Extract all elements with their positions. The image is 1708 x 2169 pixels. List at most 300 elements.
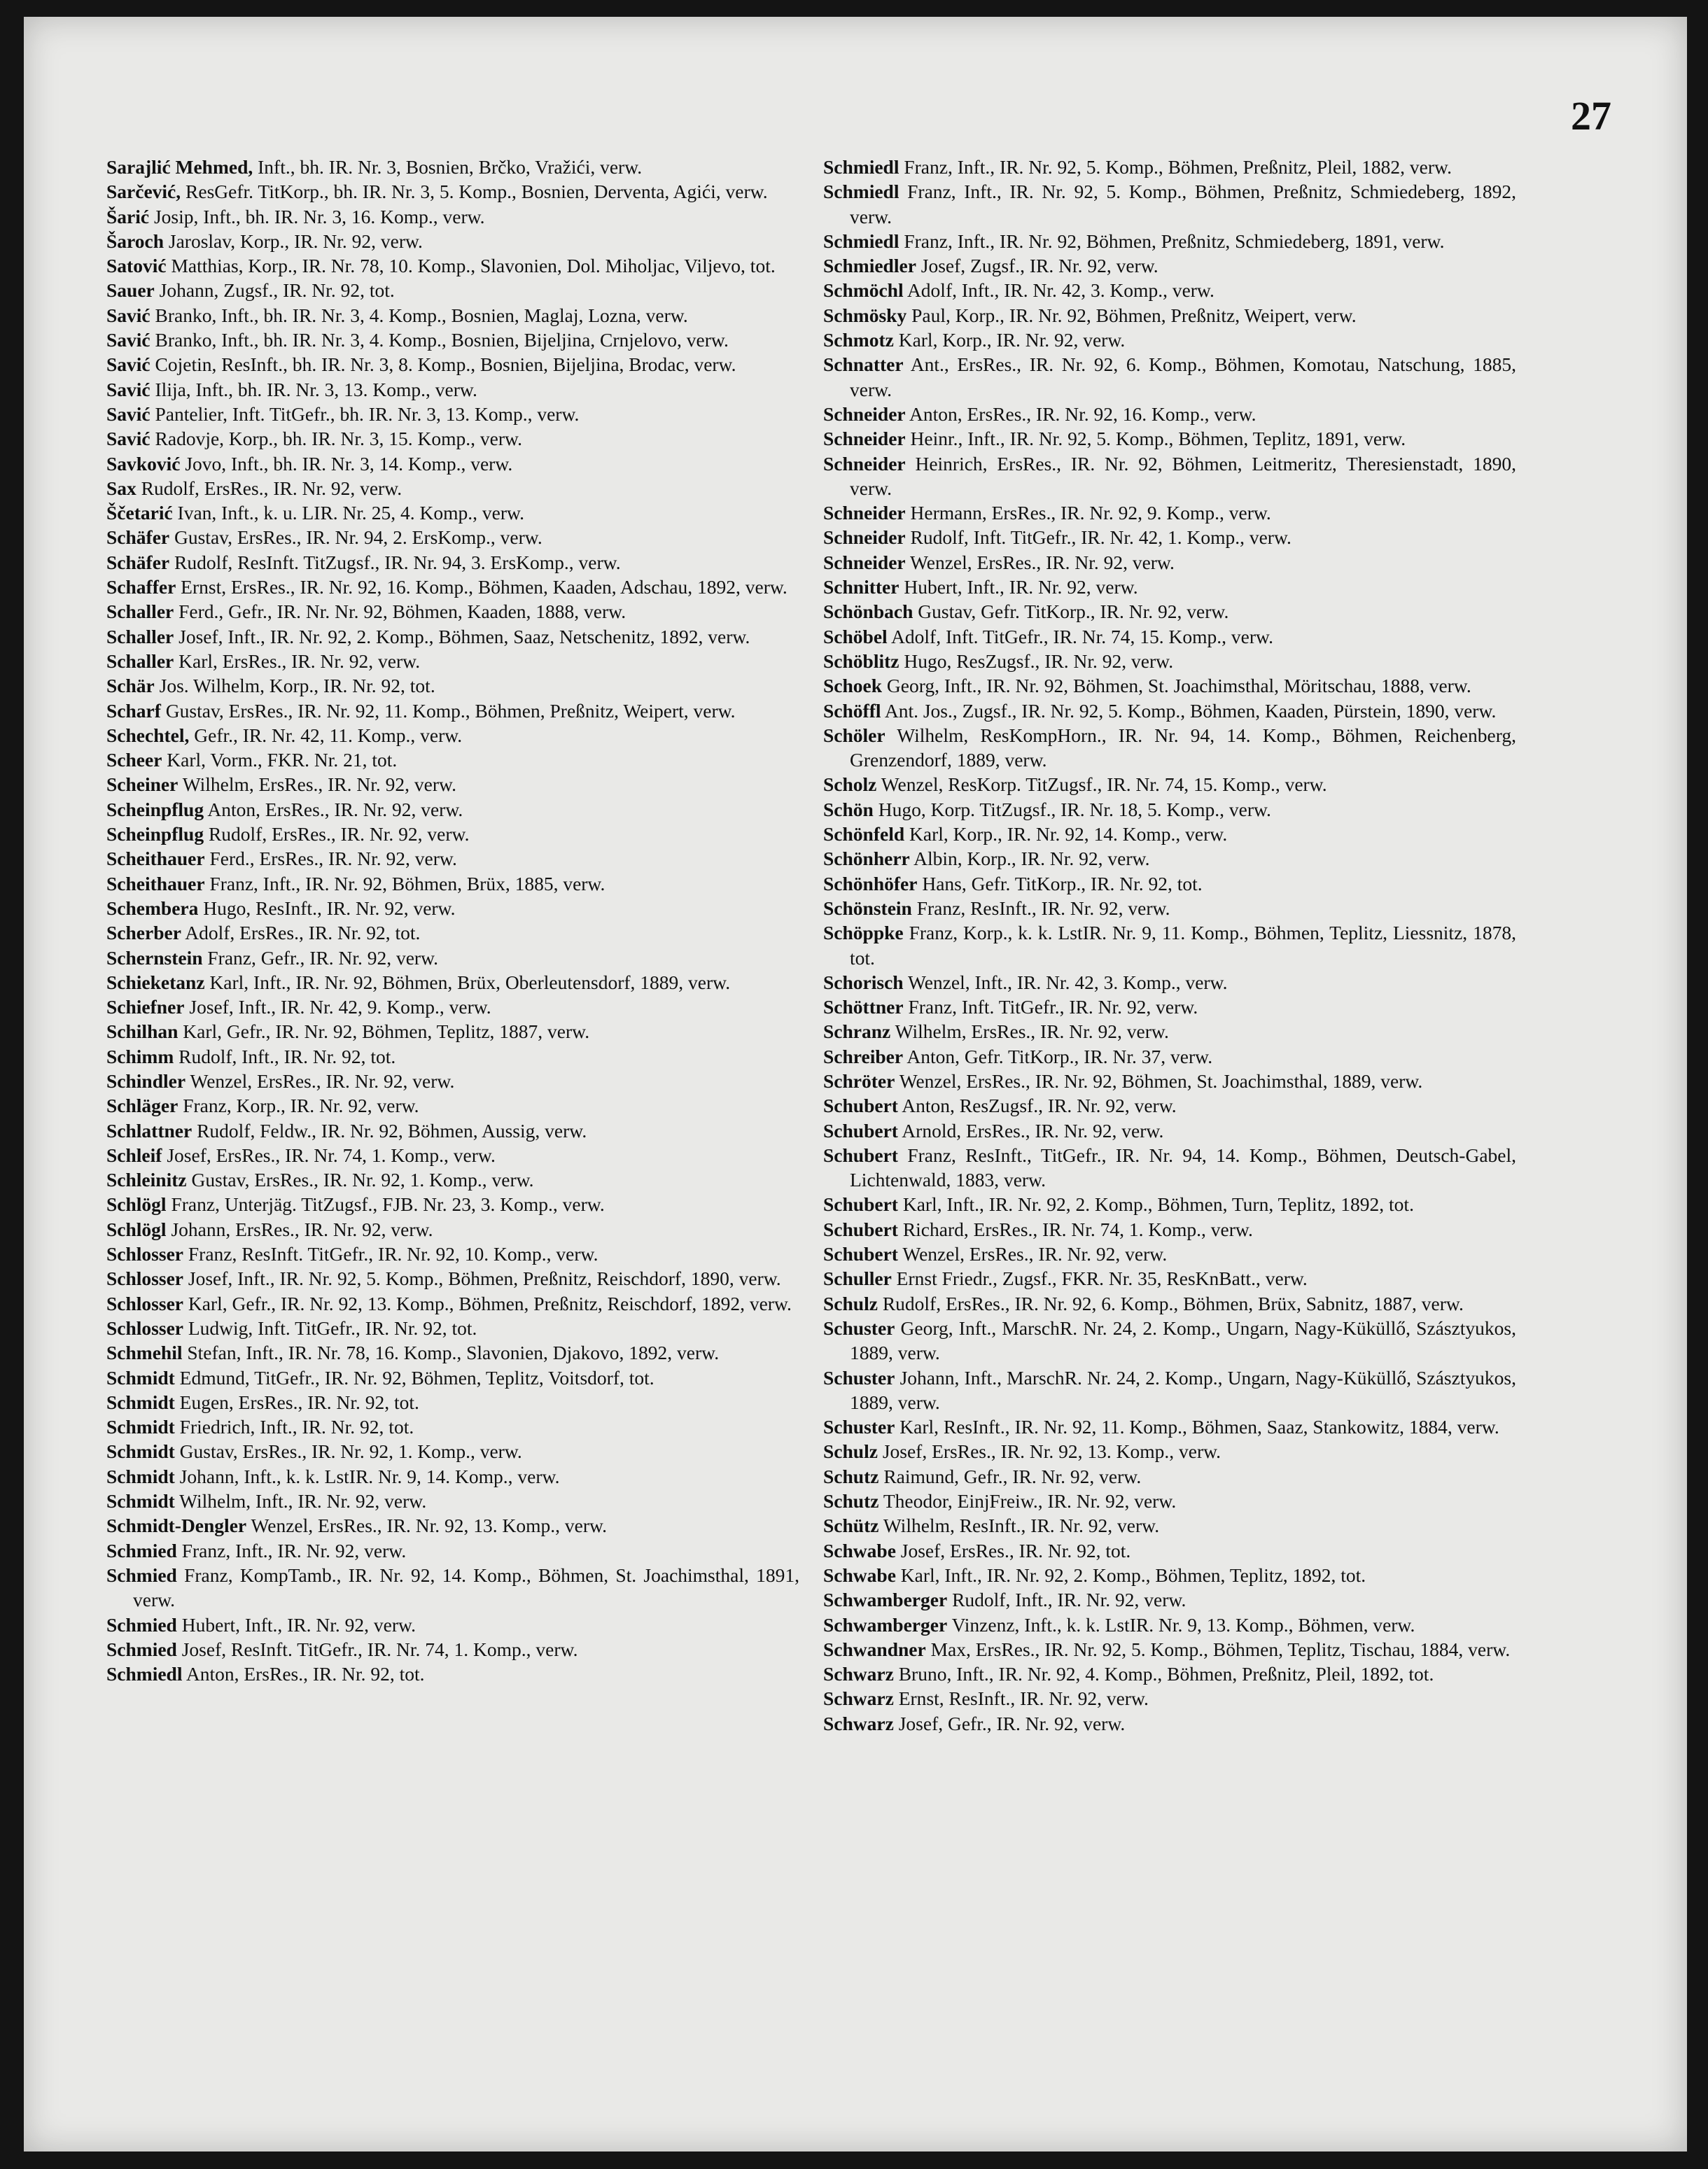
entry-name: Schwandner: [823, 1638, 926, 1660]
entry-details: Adolf, ErsRes., IR. Nr. 92, tot.: [181, 922, 421, 944]
entry-name: Schmied: [106, 1613, 177, 1636]
entry-name: Schöttner: [823, 996, 904, 1018]
right-column: [823, 155, 1516, 1736]
entry-details: Edmund, TitGefr., IR. Nr. 92, Böhmen, Teplitz, Voitsdorf, tot.: [174, 1366, 654, 1389]
entry-name: Schindler: [106, 1069, 186, 1092]
list-item: [823, 1415, 1516, 1439]
list-item: [106, 229, 799, 253]
entry-details: Karl, Vorm., FKR. Nr. 21, tot.: [162, 749, 398, 771]
entry-name: Schuster: [823, 1317, 895, 1339]
list-item: [106, 1340, 799, 1365]
entry-name: Schubert: [823, 1243, 898, 1265]
entry-details: Johann, ErsRes., IR. Nr. 92, verw.: [166, 1218, 433, 1240]
entry-name: Schmidt: [106, 1391, 175, 1413]
entry-details: Ivan, Inft., k. u. LIR. Nr. 25, 4. Komp., verw.: [172, 502, 524, 524]
entry-name: Schlosser: [106, 1317, 183, 1339]
entry-details: Josef, ErsRes., IR. Nr. 92, tot.: [895, 1539, 1131, 1561]
list-item: [823, 155, 1516, 179]
entry-name: Schär: [106, 675, 155, 697]
entry-details: Inft., bh. IR. Nr. 3, Bosnien, Brčko, Vražići, verw.: [253, 156, 643, 178]
entry-details: Rudolf, Inft., IR. Nr. 92, verw.: [947, 1589, 1186, 1611]
entry-details: Franz, Korp., k. k. LstIR. Nr. 9, 11. Komp., Böhmen, Teplitz, Liessnitz, 1878, tot.: [850, 922, 1516, 969]
list-item: [823, 451, 1516, 501]
entry-details: Karl, Inft., IR. Nr. 92, Böhmen, Brüx, Oberleutensdorf, 1889, verw.: [204, 971, 731, 993]
entry-name: Schaller: [106, 650, 174, 672]
list-item: [106, 1439, 799, 1463]
entry-details: Franz, KompTamb., IR. Nr. 92, 14. Komp., Böhmen, St. Joachimsthal, 1891, verw.: [133, 1564, 799, 1611]
entry-name: Schilhan: [106, 1020, 178, 1043]
entry-name: Schaller: [106, 625, 174, 647]
entry-name: Schönstein: [823, 897, 912, 919]
entry-name: Schutz: [823, 1465, 879, 1487]
list-item: [823, 1192, 1516, 1216]
list-item: [106, 1613, 799, 1637]
list-item: [106, 1489, 799, 1513]
entry-details: Anton, ErsRes., IR. Nr. 92, 16. Komp., verw.: [905, 402, 1256, 425]
entry-details: Albin, Korp., IR. Nr. 92, verw.: [909, 848, 1150, 870]
list-item: [823, 303, 1516, 328]
list-item: [823, 797, 1516, 822]
list-item: [823, 1093, 1516, 1118]
entry-name: Schubert: [823, 1218, 898, 1240]
entry-details: Franz, Unterjäg. TitZugsf., FJB. Nr. 23, 3. Komp., verw.: [166, 1193, 605, 1216]
list-item: [106, 278, 799, 302]
list-item: [823, 624, 1516, 649]
list-item: [106, 1242, 799, 1266]
entry-name: Schulz: [823, 1292, 878, 1314]
list-item: [823, 1044, 1516, 1069]
entry-name: Schmösky: [823, 304, 907, 326]
entry-details: Josef, ErsRes., IR. Nr. 74, 1. Komp., verw.: [162, 1144, 496, 1166]
entry-name: Schmöchl: [823, 279, 904, 302]
list-item: [823, 649, 1516, 673]
entry-details: Franz, ResInft., IR. Nr. 92, verw.: [911, 897, 1170, 919]
list-item: [823, 995, 1516, 1019]
entry-details: Raimund, Gefr., IR. Nr. 92, verw.: [878, 1465, 1142, 1487]
entry-name: Schorisch: [823, 971, 904, 993]
entry-name: Schwarz: [823, 1663, 894, 1685]
entry-name: Schuster: [823, 1366, 895, 1389]
entry-details: Franz, Inft., IR. Nr. 92, verw.: [176, 1539, 407, 1561]
entry-name: Schimm: [106, 1045, 174, 1067]
entry-details: Vinzenz, Inft., k. k. LstIR. Nr. 9, 13. Komp., Böhmen, verw.: [947, 1613, 1415, 1636]
entry-name: Schmidt: [106, 1465, 175, 1487]
entry-details: Karl, Inft., IR. Nr. 92, 2. Komp., Böhmen, Teplitz, 1892, tot.: [895, 1564, 1366, 1586]
entry-details: Johann, Inft., MarschR. Nr. 24, 2. Komp., Ungarn, Nagy-Küküllő, Szásztyukos, 1889, verw.: [850, 1366, 1516, 1413]
entry-name: Schmiedler: [823, 255, 916, 277]
list-item: [823, 723, 1516, 773]
list-item: [106, 303, 799, 328]
entry-details: Ludwig, Inft. TitGefr., IR. Nr. 92, tot.: [183, 1317, 477, 1339]
entry-details: Hubert, Inft., IR. Nr. 92, verw.: [899, 576, 1138, 598]
entry-name: Schmidt: [106, 1440, 175, 1463]
list-item: [106, 1019, 799, 1044]
entry-name: Schranz: [823, 1020, 891, 1043]
entry-name: Schwarz: [823, 1687, 894, 1710]
entry-name: Sarčević,: [106, 181, 181, 203]
entry-name: Schmiedl: [106, 1663, 183, 1685]
entry-name: Savić: [106, 378, 150, 400]
entry-details: Franz, Gefr., IR. Nr. 92, verw.: [202, 946, 439, 969]
entry-name: Schoek: [823, 675, 883, 697]
list-item: [106, 896, 799, 920]
entry-details: Stefan, Inft., IR. Nr. 78, 16. Komp., Slavonien, Djakovo, 1892, verw.: [182, 1342, 720, 1364]
list-item: [823, 822, 1516, 846]
list-item: [106, 699, 799, 723]
entry-details: Jos. Wilhelm, Korp., IR. Nr. 92, tot.: [154, 675, 435, 697]
entry-name: Schaffer: [106, 576, 176, 598]
list-item: [823, 525, 1516, 549]
entry-name: Schneider: [823, 402, 906, 425]
entry-name: Satović: [106, 255, 167, 277]
entry-name: Schöffl: [823, 699, 881, 722]
entry-details: Adolf, Inft. TitGefr., IR. Nr. 74, 15. Komp., verw.: [887, 625, 1273, 647]
entry-name: Sarajlić Mehmed,: [106, 156, 253, 178]
list-item: [823, 846, 1516, 871]
list-item: [106, 1044, 799, 1069]
entry-name: Savić: [106, 353, 150, 376]
list-item: [106, 1143, 799, 1167]
entry-name: Schmehil: [106, 1342, 183, 1364]
entry-details: Johann, Inft., k. k. LstIR. Nr. 9, 14. Komp., verw.: [174, 1465, 560, 1487]
entry-details: Josef, Gefr., IR. Nr. 92, verw.: [893, 1712, 1126, 1734]
list-item: [106, 1513, 799, 1538]
list-item: [106, 500, 799, 525]
entry-name: Scheinpflug: [106, 798, 204, 820]
entry-name: Scheithauer: [106, 872, 205, 894]
entry-name: Scharf: [106, 699, 161, 722]
entry-name: Schäfer: [106, 551, 170, 573]
entry-details: Georg, Inft., IR. Nr. 92, Böhmen, St. Joachimsthal, Möritschau, 1888, verw.: [882, 675, 1471, 697]
entry-name: Schmiedl: [823, 156, 899, 178]
entry-details: Rudolf, ErsRes., IR. Nr. 92, verw.: [204, 823, 470, 845]
entry-details: Wilhelm, ResInft., IR. Nr. 92, verw.: [878, 1515, 1160, 1537]
list-item: [106, 179, 799, 204]
entry-name: Scheer: [106, 749, 162, 771]
list-item: [823, 1291, 1516, 1316]
entry-details: Karl, ErsRes., IR. Nr. 92, verw.: [174, 650, 421, 672]
list-item: [106, 1118, 799, 1143]
entry-details: Ferd., ErsRes., IR. Nr. 92, verw.: [204, 848, 457, 870]
list-item: [106, 1464, 799, 1489]
list-item: [823, 1019, 1516, 1044]
entry-details: Hugo, ResZugsf., IR. Nr. 92, verw.: [899, 650, 1174, 672]
entry-details: Rudolf, Feldw., IR. Nr. 92, Böhmen, Aussig, verw.: [192, 1119, 587, 1142]
list-item: [106, 624, 799, 649]
list-item: [823, 402, 1516, 426]
entry-name: Schneider: [823, 502, 906, 524]
entry-details: Anton, ErsRes., IR. Nr. 92, tot.: [182, 1663, 425, 1685]
entry-details: Gefr., IR. Nr. 42, 11. Komp., verw.: [189, 724, 463, 746]
entry-details: Karl, Gefr., IR. Nr. 92, Böhmen, Teplitz, 1887, verw.: [178, 1020, 590, 1043]
entry-details: Ernst, ResInft., IR. Nr. 92, verw.: [893, 1687, 1149, 1710]
entry-details: Branko, Inft., bh. IR. Nr. 3, 4. Komp., Bosnien, Maglaj, Lozna, verw.: [150, 304, 688, 326]
list-item: [823, 970, 1516, 995]
list-item: [106, 1093, 799, 1118]
list-item: [106, 1637, 799, 1662]
list-item: [106, 822, 799, 846]
entry-name: Scheithauer: [106, 848, 205, 870]
entry-details: Franz, Inft., IR. Nr. 92, Böhmen, Preßnitz, Schmiedeberg, 1891, verw.: [899, 230, 1445, 252]
entry-name: Schneider: [823, 551, 906, 573]
entry-details: Matthias, Korp., IR. Nr. 78, 10. Komp., Slavonien, Dol. Miholjac, Viljevo, tot.: [166, 255, 776, 277]
entry-details: Hermann, ErsRes., IR. Nr. 92, 9. Komp., verw.: [905, 502, 1271, 524]
entry-details: Hugo, Korp. TitZugsf., IR. Nr. 18, 5. Komp., verw.: [873, 798, 1271, 820]
entry-details: Jovo, Inft., bh. IR. Nr. 3, 14. Komp., verw.: [180, 452, 513, 475]
entry-details: Wilhelm, ErsRes., IR. Nr. 92, verw.: [178, 773, 456, 796]
entry-name: Schneider: [823, 452, 906, 475]
entry-name: Sauer: [106, 279, 155, 302]
entry-name: Schwamberger: [823, 1613, 948, 1636]
entry-details: Gustav, Gefr. TitKorp., IR. Nr. 92, verw.: [913, 601, 1229, 623]
entry-name: Schubert: [823, 1095, 898, 1117]
list-item: [823, 599, 1516, 624]
entry-name: Šaroch: [106, 230, 164, 252]
entry-details: Heinr., Inft., IR. Nr. 92, 5. Komp., Böhmen, Teplitz, 1891, verw.: [905, 428, 1406, 450]
entry-name: Schöler: [823, 724, 886, 746]
list-item: [823, 1366, 1516, 1415]
entry-details: Karl, Korp., IR. Nr. 92, verw.: [893, 329, 1126, 351]
list-item: [106, 846, 799, 871]
list-item: [106, 1069, 799, 1093]
entry-details: Ant. Jos., Zugsf., IR. Nr. 92, 5. Komp., Böhmen, Kaaden, Pürstein, 1890, verw.: [881, 699, 1497, 722]
entry-name: Schechtel,: [106, 724, 190, 746]
list-item: [823, 1217, 1516, 1242]
entry-name: Scheiner: [106, 773, 178, 796]
entry-details: Franz, ResInft., TitGefr., IR. Nr. 94, 14. Komp., Böhmen, Deutsch-Gabel, Lichtenwald, 1883, verw.: [850, 1144, 1516, 1191]
entry-name: Schönbach: [823, 601, 913, 623]
entry-name: Schöblitz: [823, 650, 899, 672]
entry-details: Gustav, ErsRes., IR. Nr. 92, 1. Komp., verw.: [186, 1169, 534, 1191]
entry-details: Josip, Inft., bh. IR. Nr. 3, 16. Komp., verw.: [149, 205, 485, 227]
list-item: [106, 204, 799, 229]
entry-name: Schönhöfer: [823, 872, 918, 894]
entry-details: Friedrich, Inft., IR. Nr. 92, tot.: [174, 1416, 414, 1438]
entry-name: Schlosser: [106, 1292, 183, 1314]
entry-name: Schneider: [823, 428, 906, 450]
document-page: [24, 17, 1687, 2152]
list-item: [823, 229, 1516, 253]
entry-details: Gustav, ErsRes., IR. Nr. 94, 2. ErsKomp., verw.: [169, 526, 542, 549]
list-item: [106, 1415, 799, 1439]
entry-details: Franz, Korp., IR. Nr. 92, verw.: [178, 1095, 419, 1117]
list-item: [106, 575, 799, 599]
list-item: [106, 1291, 799, 1316]
entry-details: Wenzel, ErsRes., IR. Nr. 92, verw.: [186, 1069, 455, 1092]
entry-name: Schröter: [823, 1069, 895, 1092]
entry-details: Ernst Friedr., Zugsf., FKR. Nr. 35, ResKnBatt., verw.: [891, 1268, 1308, 1290]
list-item: [823, 1143, 1516, 1193]
list-item: [106, 772, 799, 796]
list-item: [823, 1118, 1516, 1143]
entry-details: Georg, Inft., MarschR. Nr. 24, 2. Komp., Ungarn, Nagy-Küküllő, Szásztyukos, 1889, verw.: [850, 1317, 1516, 1364]
entry-details: Richard, ErsRes., IR. Nr. 74, 1. Komp., verw.: [897, 1218, 1253, 1240]
entry-name: Schlögl: [106, 1193, 167, 1216]
entry-name: Savić: [106, 304, 150, 326]
list-item: [106, 402, 799, 426]
entry-name: Schleinitz: [106, 1169, 187, 1191]
entry-name: Schwabe: [823, 1564, 896, 1586]
entry-name: Schieketanz: [106, 971, 205, 993]
entry-details: Josef, Inft., IR. Nr. 92, 2. Komp., Böhmen, Saaz, Netschenitz, 1892, verw.: [174, 625, 750, 647]
list-item: [823, 1637, 1516, 1662]
entry-name: Savković: [106, 452, 181, 475]
entry-name: Schwarz: [823, 1712, 894, 1734]
entry-name: Savić: [106, 402, 150, 425]
list-item: [823, 1711, 1516, 1736]
entry-details: Gustav, ErsRes., IR. Nr. 92, 1. Komp., verw.: [174, 1440, 522, 1463]
entry-name: Schmied: [106, 1638, 177, 1660]
list-item: [823, 278, 1516, 302]
entry-details: Karl, Inft., IR. Nr. 92, 2. Komp., Böhmen, Turn, Teplitz, 1892, tot.: [897, 1193, 1414, 1216]
list-item: [106, 673, 799, 698]
list-item: [823, 500, 1516, 525]
entry-details: Hugo, ResInft., IR. Nr. 92, verw.: [198, 897, 456, 919]
entry-details: Adolf, Inft., IR. Nr. 42, 3. Komp., verw.: [903, 279, 1214, 302]
entry-name: Schön: [823, 798, 874, 820]
entry-details: Josef, Inft., IR. Nr. 92, 5. Komp., Böhmen, Preßnitz, Reischdorf, 1890, verw.: [183, 1268, 781, 1290]
entry-details: Wenzel, Inft., IR. Nr. 42, 3. Komp., verw.: [903, 971, 1228, 993]
entry-details: Wenzel, ErsRes., IR. Nr. 92, verw.: [905, 551, 1175, 573]
list-item: [823, 1489, 1516, 1513]
entry-name: Schernstein: [106, 946, 203, 969]
entry-details: Wenzel, ErsRes., IR. Nr. 92, verw.: [897, 1243, 1168, 1265]
list-item: [106, 1167, 799, 1192]
entry-details: Arnold, ErsRes., IR. Nr. 92, verw.: [897, 1119, 1164, 1142]
entry-details: Karl, Korp., IR. Nr. 92, 14. Komp., verw.: [904, 823, 1228, 845]
entry-details: Wilhelm, ErsRes., IR. Nr. 92, verw.: [890, 1020, 1169, 1043]
list-item: [106, 1538, 799, 1563]
entry-name: Schöppke: [823, 922, 904, 944]
entry-name: Schneider: [823, 526, 906, 549]
list-item: [823, 1662, 1516, 1686]
entry-details: Josef, ResInft. TitGefr., IR. Nr. 74, 1. Komp., verw.: [176, 1638, 578, 1660]
entry-details: Rudolf, ResInft. TitZugsf., IR. Nr. 94, 3. ErsKomp., verw.: [169, 551, 621, 573]
list-item: [823, 550, 1516, 575]
list-item: [106, 723, 799, 747]
list-item: [823, 871, 1516, 896]
entry-details: Josef, ErsRes., IR. Nr. 92, 13. Komp., verw.: [877, 1440, 1222, 1463]
entry-details: Wilhelm, ResKompHorn., IR. Nr. 94, 14. Komp., Böhmen, Reichenberg, Grenzendorf, 1889, verw.: [850, 724, 1516, 771]
list-item: [106, 649, 799, 673]
entry-details: Wenzel, ErsRes., IR. Nr. 92, 13. Komp., verw.: [246, 1515, 607, 1537]
entry-name: Schmidt: [106, 1366, 175, 1389]
entry-details: Rudolf, Inft. TitGefr., IR. Nr. 42, 1. Komp., verw.: [905, 526, 1292, 549]
list-item: [106, 451, 799, 476]
list-item: [106, 797, 799, 822]
entry-name: Schnatter: [823, 353, 904, 376]
list-item: [823, 1242, 1516, 1266]
entry-details: Franz, Inft. TitGefr., IR. Nr. 92, verw.: [903, 996, 1198, 1018]
entry-name: Schöbel: [823, 625, 888, 647]
list-item: [823, 1266, 1516, 1291]
entry-name: Schmotz: [823, 329, 894, 351]
entry-details: Eugen, ErsRes., IR. Nr. 92, tot.: [174, 1391, 419, 1413]
list-item: [106, 599, 799, 624]
list-item: [106, 995, 799, 1019]
list-item: [823, 896, 1516, 920]
entry-details: Hans, Gefr. TitKorp., IR. Nr. 92, tot.: [917, 872, 1203, 894]
entry-details: Ilija, Inft., bh. IR. Nr. 3, 13. Komp., verw.: [150, 378, 477, 400]
entry-name: Schmidt: [106, 1416, 175, 1438]
list-item: [823, 1464, 1516, 1489]
entry-details: Franz, Inft., IR. Nr. 92, Böhmen, Brüx, 1885, verw.: [204, 872, 606, 894]
entry-name: Schwamberger: [823, 1589, 948, 1611]
list-item: [106, 352, 799, 377]
list-item: [106, 1366, 799, 1390]
entry-name: Schiefner: [106, 996, 185, 1018]
entry-details: Karl, ResInft., IR. Nr. 92, 11. Komp., Böhmen, Saaz, Stankowitz, 1884, verw.: [895, 1416, 1499, 1438]
entry-details: Anton, ErsRes., IR. Nr. 92, verw.: [204, 798, 463, 820]
entry-details: Jaroslav, Korp., IR. Nr. 92, verw.: [164, 230, 423, 252]
entry-details: Cojetin, ResInft., bh. IR. Nr. 3, 8. Komp., Bosnien, Bijeljina, Brodac, verw.: [150, 353, 736, 376]
entry-details: Wenzel, ErsRes., IR. Nr. 92, Böhmen, St. Joachimsthal, 1889, verw.: [895, 1069, 1423, 1092]
list-item: [823, 699, 1516, 723]
list-item: [106, 1266, 799, 1291]
entry-details: Franz, ResInft. TitGefr., IR. Nr. 92, 10. Komp., verw.: [183, 1243, 598, 1265]
entry-name: Ščetarić: [106, 502, 173, 524]
entry-details: Anton, Gefr. TitKorp., IR. Nr. 37, verw.: [903, 1045, 1213, 1067]
entry-name: Schmidt: [106, 1490, 175, 1512]
entry-name: Schutz: [823, 1490, 879, 1512]
list-item: [106, 970, 799, 995]
entry-details: Rudolf, ErsRes., IR. Nr. 92, verw.: [136, 477, 402, 499]
entry-name: Schäfer: [106, 526, 170, 549]
entry-name: Schubert: [823, 1119, 898, 1142]
list-item: [106, 476, 799, 500]
page-number: 27: [1571, 93, 1611, 139]
entry-name: Scholz: [823, 773, 877, 796]
list-item: [823, 253, 1516, 278]
list-item: [823, 575, 1516, 599]
entry-details: Rudolf, ErsRes., IR. Nr. 92, 6. Komp., Böhmen, Brüx, Sabnitz, 1887, verw.: [877, 1292, 1464, 1314]
list-item: [823, 328, 1516, 352]
entry-details: Franz, Inft., IR. Nr. 92, 5. Komp., Böhmen, Preßnitz, Pleil, 1882, verw.: [899, 156, 1452, 178]
list-item: [106, 1192, 799, 1216]
entry-name: Schmiedl: [823, 230, 899, 252]
list-item: [106, 871, 799, 896]
list-item: [106, 747, 799, 772]
list-item: [106, 1316, 799, 1340]
entry-details: Hubert, Inft., IR. Nr. 92, verw.: [176, 1613, 416, 1636]
entry-details: Bruno, Inft., IR. Nr. 92, 4. Komp., Böhmen, Preßnitz, Pleil, 1892, tot.: [893, 1663, 1434, 1685]
list-item: [106, 1217, 799, 1242]
list-item: [823, 1513, 1516, 1538]
list-item: [106, 377, 799, 402]
entry-name: Schaller: [106, 601, 174, 623]
entry-name: Schmidt-Dengler: [106, 1515, 247, 1537]
entry-details: Anton, ResZugsf., IR. Nr. 92, verw.: [897, 1095, 1177, 1117]
list-item: [823, 426, 1516, 451]
left-column: [106, 155, 799, 1686]
list-item: [106, 1662, 799, 1686]
entry-details: Ernst, ErsRes., IR. Nr. 92, 16. Komp., Böhmen, Kaaden, Adschau, 1892, verw.: [176, 576, 788, 598]
entry-details: ResGefr. TitKorp., bh. IR. Nr. 3, 5. Komp., Bosnien, Derventa, Agići, verw.: [181, 181, 768, 203]
list-item: [823, 1686, 1516, 1711]
entry-details: Radovje, Korp., bh. IR. Nr. 3, 15. Komp., verw.: [150, 428, 522, 450]
entry-details: Pantelier, Inft. TitGefr., bh. IR. Nr. 3, 13. Komp., verw.: [150, 402, 580, 425]
entry-name: Schubert: [823, 1144, 898, 1166]
entry-details: Paul, Korp., IR. Nr. 92, Böhmen, Preßnitz, Weipert, verw.: [906, 304, 1357, 326]
entry-details: Wenzel, ResKorp. TitZugsf., IR. Nr. 74, 15. Komp., verw.: [876, 773, 1327, 796]
list-item: [823, 1069, 1516, 1093]
list-item: [106, 426, 799, 451]
entry-details: Johann, Zugsf., IR. Nr. 92, tot.: [154, 279, 395, 302]
entry-name: Schlosser: [106, 1243, 183, 1265]
list-item: [823, 1587, 1516, 1612]
entry-name: Schläger: [106, 1095, 178, 1117]
entry-details: Rudolf, Inft., IR. Nr. 92, tot.: [174, 1045, 396, 1067]
